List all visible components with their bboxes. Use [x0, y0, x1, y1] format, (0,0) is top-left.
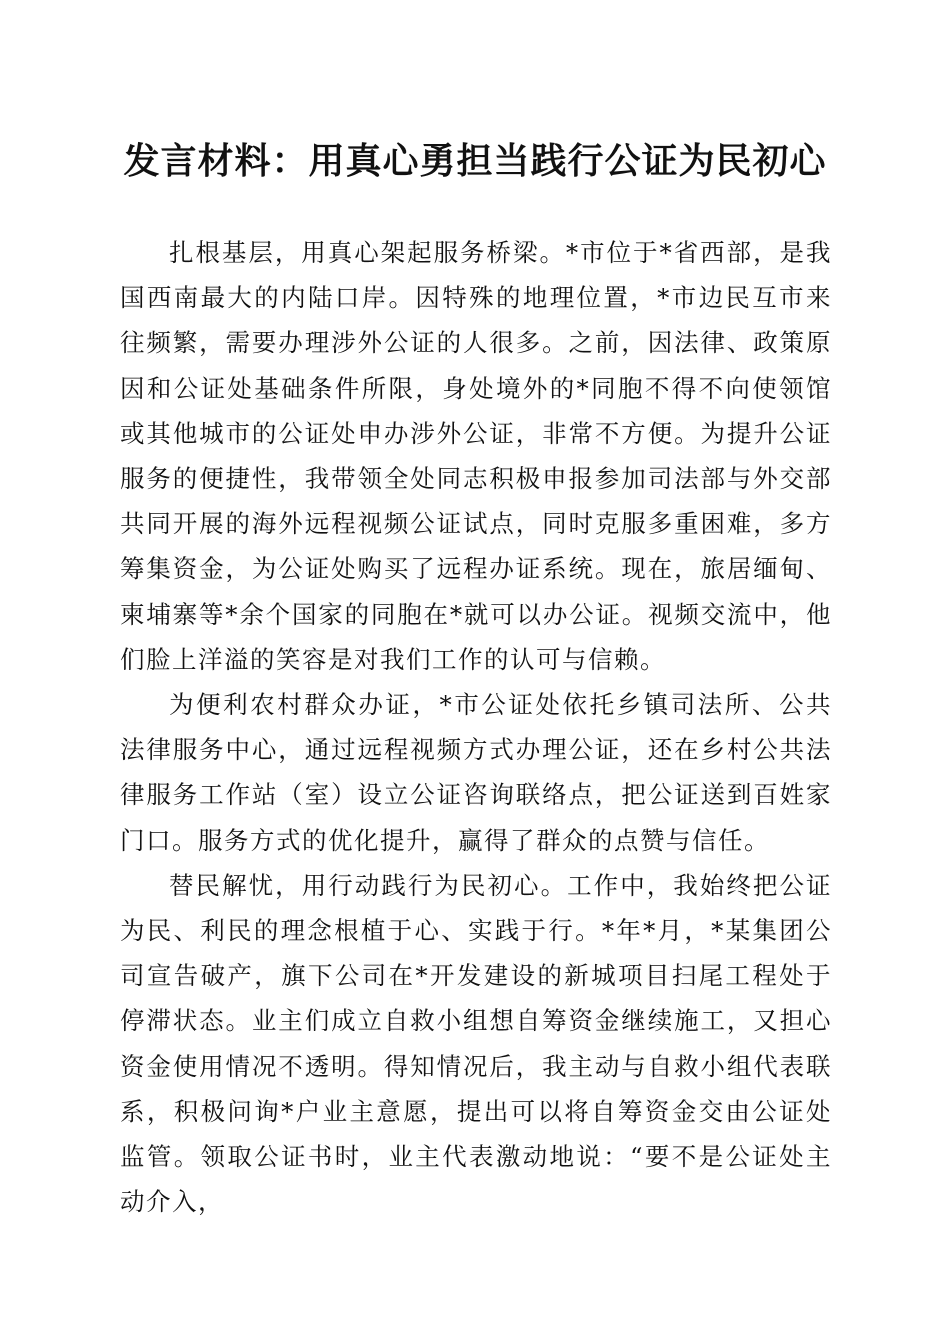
paragraph-relieve-worries: 替民解忧，用行动践行为民初心。工作中，我始终把公证为民、利民的理念根植于心、实践于行。*年*月，*某集团公司宣告破产，旗下公司在*开发建设的新城项目扫尾工程处于停滞状态。业主们成立自救小组想自筹资金继续施工，又担心资金使用情况不透明。得知情况后，我主动与自救小组代表联系，积极问询*户业主意愿，提出可以将自筹资金交由公证处监管。领取公证书时，业主代表激动地说：“要不是公证处主动介入， — [120, 870, 832, 1217]
paragraph-grassroots-service: 扎根基层，用真心架起服务桥梁。*市位于*省西部，是我国西南最大的内陆口岸。因特殊的地理位置，*市边民互市来往频繁，需要办理涉外公证的人很多。之前，因法律、政策原因和公证处基础条件所限，身处境外的*同胞不得不向使领馆或其他城市的公证处申办涉外公证，非常不方便。为提升公证服务的便捷性，我带领全处同志积极申报参加司法部与外交部共同开展的海外远程视频公证试点，同时克服多重困难，多方筹集资金，为公证处购买了远程办证系统。现在，旅居缅甸、柬埔寨等*余个国家的同胞在*就可以办公证。视频交流中，他们脸上洋溢的笑容是对我们工作的认可与信赖。 — [120, 238, 832, 674]
document-body — [120, 230, 832, 1224]
document-title: 发言材料：用真心勇担当践行公证为民初心 — [123, 140, 827, 182]
paragraph-rural-notarization: 为便利农村群众办证，*市公证处依托乡镇司法所、公共法律服务中心，通过远程视频方式办理公证，还在乡村公共法律服务工作站（室）设立公证咨询联络点，把公证送到百姓家门口。服务方式的优化提升，赢得了群众的点赞与信任。 — [120, 690, 832, 855]
